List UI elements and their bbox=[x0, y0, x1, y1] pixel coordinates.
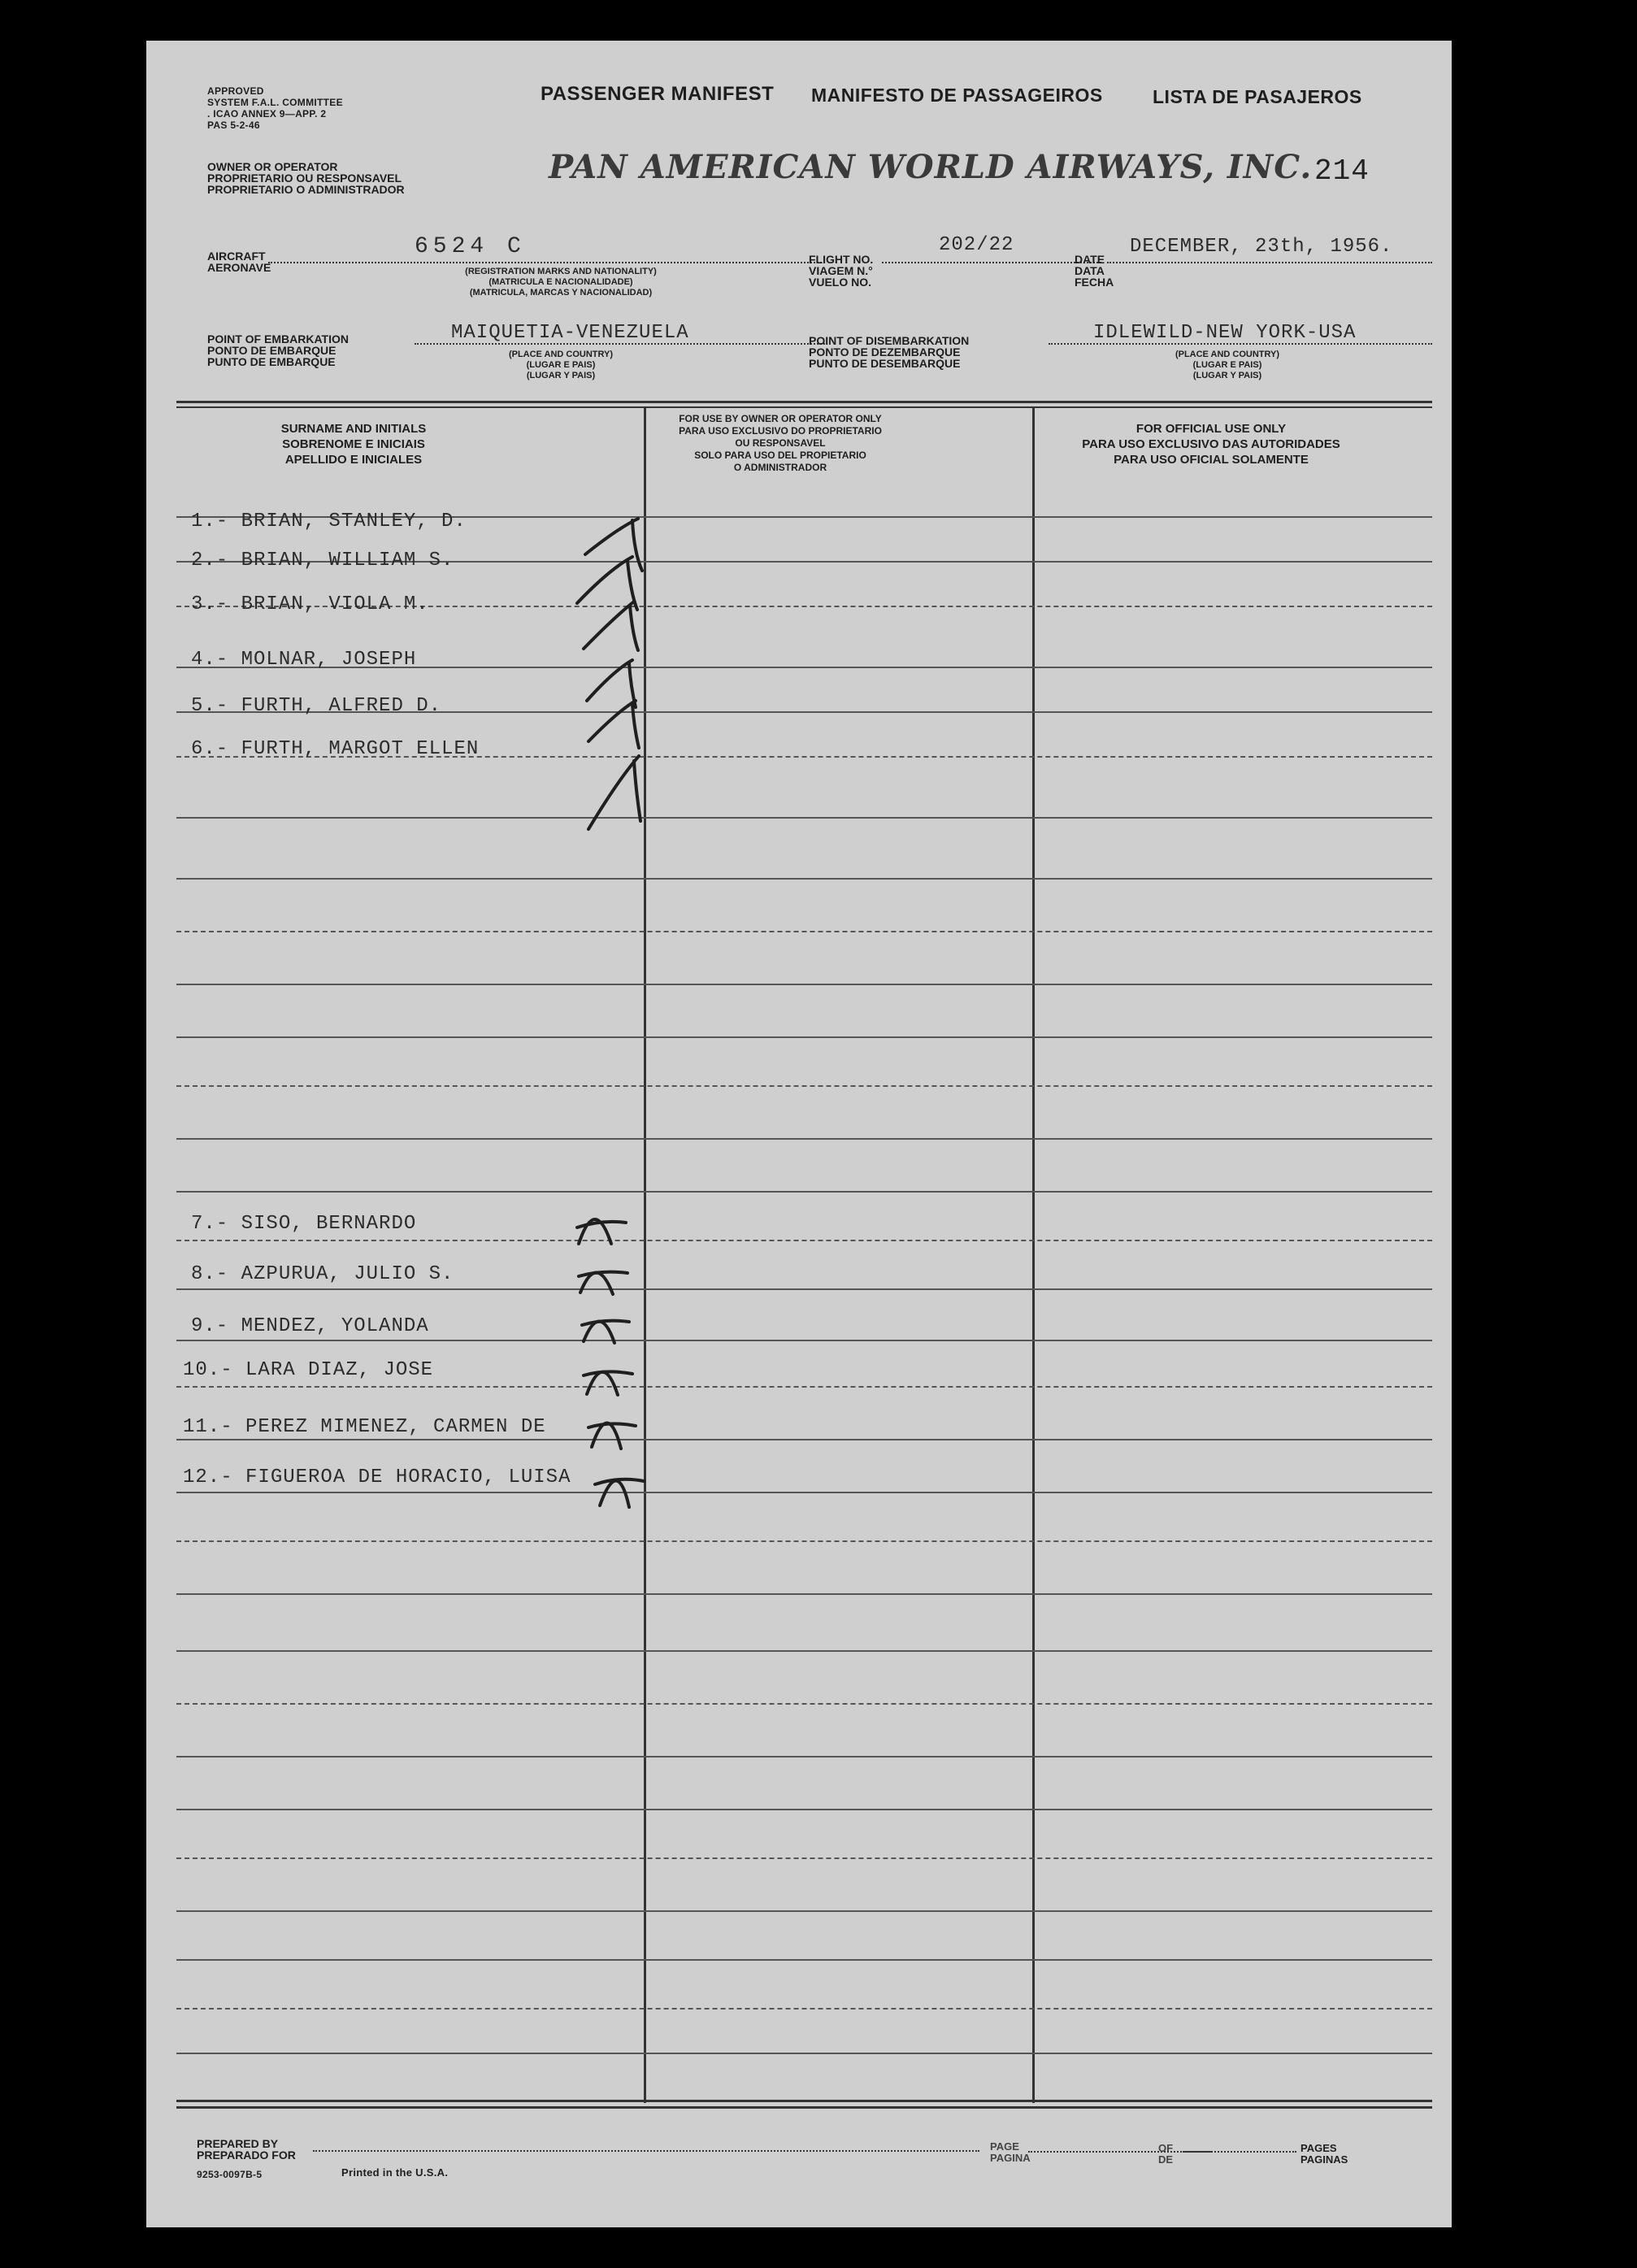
date-value: DECEMBER, 23th, 1956. bbox=[1130, 236, 1393, 258]
aircraft-label bbox=[207, 250, 271, 273]
rule-line bbox=[176, 2053, 1432, 2054]
disembarkation-value: IDLEWILD-NEW YORK-USA bbox=[1093, 322, 1357, 344]
aircraft-label-en: AIRCRAFT bbox=[207, 250, 266, 263]
rule-line bbox=[176, 817, 1432, 819]
date-label-pt: DATA bbox=[1075, 264, 1105, 277]
aircraft-value: 6524 C bbox=[415, 234, 526, 259]
embarkation-sublabel: (LUGAR Y PAIS) bbox=[526, 371, 596, 380]
owner-label-es: PROPRIETARIO O ADMINISTRADOR bbox=[207, 183, 405, 196]
prepared-label-es: PREPARADO FOR bbox=[197, 2149, 296, 2162]
pages-label-es: PAGINAS bbox=[1300, 2153, 1348, 2166]
rule-line bbox=[176, 1340, 1432, 1341]
aircraft-sublabel: (MATRICULA, MARCAS Y NACIONALIDAD) bbox=[469, 288, 653, 298]
table-top-rule bbox=[176, 401, 1432, 403]
embarkation-sublabel: (LUGAR E PAIS) bbox=[526, 360, 596, 370]
rule-line bbox=[176, 1593, 1432, 1595]
page-label bbox=[990, 2141, 1031, 2164]
page-label-en: PAGE bbox=[990, 2140, 1019, 2153]
rule-line bbox=[176, 1240, 1432, 1241]
embarkation-sublabel: (PLACE AND COUNTRY) bbox=[508, 350, 614, 359]
disembarkation-sublabels bbox=[1146, 350, 1309, 381]
table-bottom-rule bbox=[176, 2106, 1432, 2109]
printed-notice: Printed in the U.S.A. bbox=[341, 2166, 449, 2179]
pages-label bbox=[1300, 2143, 1348, 2166]
date-label-en: DATE bbox=[1075, 253, 1105, 266]
disembarkation-label-en: POINT OF DISEMBARKATION bbox=[809, 334, 970, 347]
aircraft-label-pt: AERONAVE bbox=[207, 261, 271, 274]
approval-line: PAS 5-2-46 bbox=[207, 119, 260, 131]
date-underline bbox=[1107, 262, 1432, 263]
disembarkation-label bbox=[809, 335, 969, 369]
embarkation-label-es: PUNTO DE EMBARQUE bbox=[207, 355, 336, 368]
rule-line bbox=[176, 1191, 1432, 1193]
disembarkation-sublabel: (LUGAR E PAIS) bbox=[1192, 360, 1262, 370]
manifest-sheet bbox=[146, 41, 1452, 2227]
approval-line: APPROVED bbox=[207, 85, 264, 97]
passenger-row: 12.- FIGUEROA DE HORACIO, LUISA bbox=[183, 1466, 571, 1488]
aircraft-underline bbox=[268, 262, 825, 263]
disembarkation-label-es: PUNTO DE DESEMBARQUE bbox=[809, 357, 961, 370]
rule-line bbox=[176, 1959, 1432, 1961]
table-top-rule bbox=[176, 406, 1432, 408]
column-header-line: O ADMINISTRADOR bbox=[733, 462, 827, 473]
rule-line bbox=[176, 1910, 1432, 1912]
disembarkation-label-pt: PONTO DE DEZEMBARQUE bbox=[809, 345, 961, 358]
passenger-row: 11.- PEREZ MIMENEZ, CARMEN DE bbox=[183, 1416, 546, 1438]
rule-line bbox=[176, 1439, 1432, 1440]
approval-line: . ICAO ANNEX 9—APP. 2 bbox=[207, 108, 327, 119]
rule-line bbox=[176, 1386, 1432, 1388]
column-header-line: SOBRENOME E INICIAIS bbox=[282, 437, 425, 451]
flight-label bbox=[809, 254, 873, 288]
column-header-line: PARA USO EXCLUSIVO DO PROPRIETARIO bbox=[679, 425, 882, 437]
embarkation-value: MAIQUETIA-VENEZUELA bbox=[451, 322, 689, 344]
flight-label-en: FLIGHT NO. bbox=[809, 253, 874, 266]
handwritten-letter-marks bbox=[569, 1195, 658, 1553]
date-label-es: FECHA bbox=[1075, 276, 1114, 289]
approval-block bbox=[207, 85, 343, 131]
passenger-row: 3.- BRIAN, VIOLA M. bbox=[191, 593, 429, 615]
title-pt: MANIFESTO DE PASSAGEIROS bbox=[811, 85, 1103, 106]
sheet-number: 214 bbox=[1314, 154, 1370, 188]
title-es: LISTA DE PASAJEROS bbox=[1153, 86, 1362, 107]
column-header-line: FOR USE BY OWNER OR OPERATOR ONLY bbox=[679, 413, 882, 424]
handwritten-check-marks bbox=[569, 512, 658, 837]
column-header-line: SURNAME AND INITIALS bbox=[280, 422, 427, 436]
flight-underline bbox=[882, 262, 1101, 263]
rule-line bbox=[176, 1138, 1432, 1140]
passenger-row: 10.- LARA DIAZ, JOSE bbox=[183, 1359, 434, 1381]
column-header-names bbox=[240, 421, 467, 467]
owner-label-en: OWNER OR OPERATOR bbox=[207, 160, 338, 173]
prepared-label bbox=[197, 2138, 296, 2161]
rule-line bbox=[176, 1809, 1432, 1810]
rule-line bbox=[176, 1085, 1432, 1087]
rule-line bbox=[176, 1288, 1432, 1290]
passenger-row: 1.- BRIAN, STANLEY, D. bbox=[191, 511, 467, 532]
embarkation-sublabels bbox=[480, 350, 642, 381]
of-underline bbox=[1183, 2151, 1296, 2153]
approval-line: SYSTEM F.A.L. COMMITTEE bbox=[207, 97, 343, 108]
title-en: PASSENGER MANIFEST bbox=[541, 83, 775, 105]
embarkation-label-en: POINT OF EMBARKATION bbox=[207, 332, 349, 345]
page-label-es: PAGINA bbox=[990, 2152, 1031, 2164]
column-header-line: SOLO PARA USO DEL PROPIETARIO bbox=[694, 450, 866, 461]
prepared-underline bbox=[313, 2150, 979, 2152]
rule-line bbox=[176, 1756, 1432, 1757]
prepared-label-en: PREPARED BY bbox=[197, 2137, 279, 2150]
of-label-es: DE bbox=[1158, 2153, 1174, 2166]
aircraft-sublabel: (MATRICULA E NACIONALIDADE) bbox=[488, 277, 633, 287]
flight-value: 202/22 bbox=[939, 234, 1014, 256]
column-divider bbox=[1032, 408, 1035, 2103]
column-header-operator bbox=[650, 413, 910, 474]
rule-line bbox=[176, 931, 1432, 932]
owner-label-pt: PROPRIETARIO OU RESPONSAVEL bbox=[207, 172, 402, 185]
airline-name: PAN AMERICAN WORLD AIRWAYS, INC. bbox=[549, 148, 1313, 186]
flight-label-es: VUELO NO. bbox=[809, 276, 872, 289]
embarkation-label-pt: PONTO DE EMBARQUE bbox=[207, 344, 337, 357]
passenger-row: 6.- FURTH, MARGOT ELLEN bbox=[191, 738, 480, 760]
rule-line bbox=[176, 1857, 1432, 1859]
passenger-row: 4.- MOLNAR, JOSEPH bbox=[191, 649, 417, 671]
passenger-row: 5.- FURTH, ALFRED D. bbox=[191, 695, 442, 717]
passenger-row: 7.- SISO, BERNARDO bbox=[191, 1213, 417, 1235]
of-label-en: OF bbox=[1158, 2142, 1174, 2154]
column-header-line: FOR OFFICIAL USE ONLY bbox=[1135, 422, 1287, 436]
rule-line bbox=[176, 1492, 1432, 1493]
pages-label-en: PAGES bbox=[1300, 2142, 1337, 2154]
flight-label-pt: VIAGEM N.° bbox=[809, 264, 873, 277]
form-number: 9253-0097B-5 bbox=[197, 2169, 263, 2180]
passenger-row: 2.- BRIAN, WILLIAM S. bbox=[191, 550, 454, 571]
column-header-line: PARA USO OFICIAL SOLAMENTE bbox=[1114, 453, 1309, 467]
column-header-line: PARA USO EXCLUSIVO DAS AUTORIDADES bbox=[1082, 437, 1340, 451]
rule-line bbox=[176, 878, 1432, 880]
passenger-row: 9.- MENDEZ, YOLANDA bbox=[191, 1315, 429, 1337]
rule-line bbox=[176, 984, 1432, 985]
rule-line bbox=[176, 1703, 1432, 1705]
disembarkation-sublabel: (PLACE AND COUNTRY) bbox=[1175, 350, 1280, 359]
date-label bbox=[1075, 254, 1114, 288]
aircraft-sublabel: (REGISTRATION MARKS AND NATIONALITY) bbox=[465, 267, 657, 276]
disembarkation-sublabel: (LUGAR Y PAIS) bbox=[1192, 371, 1262, 380]
of-label bbox=[1158, 2143, 1173, 2166]
passenger-row: 8.- AZPURUA, JULIO S. bbox=[191, 1263, 454, 1285]
owner-label bbox=[207, 161, 405, 195]
column-header-official bbox=[1020, 421, 1402, 467]
rule-line bbox=[176, 2008, 1432, 2009]
aircraft-sublabels bbox=[382, 267, 740, 298]
rule-line bbox=[176, 1540, 1432, 1542]
rule-line bbox=[176, 1036, 1432, 1038]
embarkation-label bbox=[207, 333, 349, 367]
column-header-line: APELLIDO E INICIALES bbox=[284, 453, 423, 467]
table-bottom-rule bbox=[176, 2100, 1432, 2102]
rule-line bbox=[176, 1650, 1432, 1652]
column-header-line: OU RESPONSAVEL bbox=[735, 437, 826, 449]
